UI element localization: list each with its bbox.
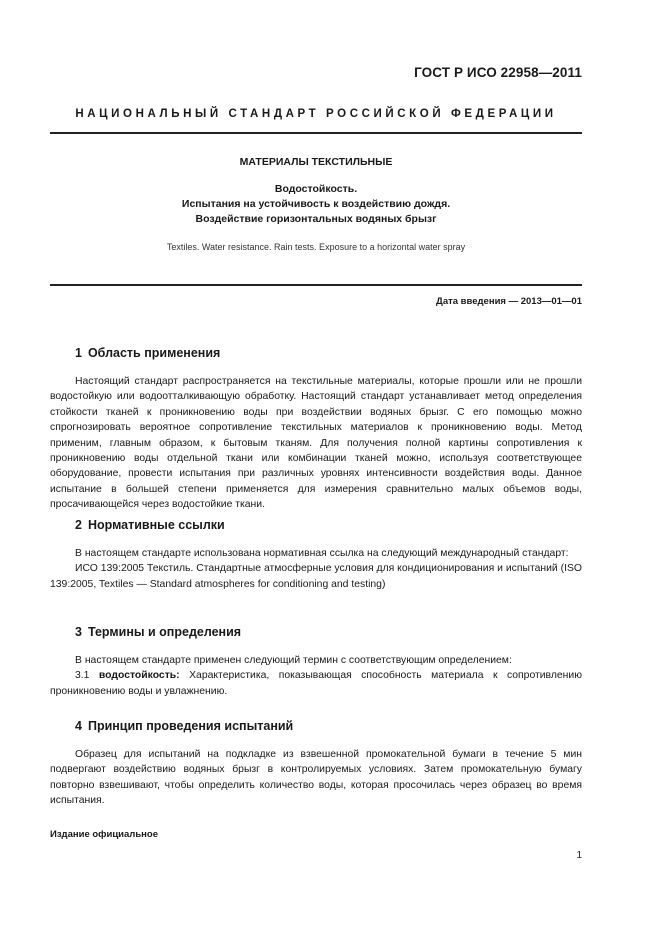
section-title: Принцип проведения испытаний [87,719,294,733]
section-number: 4 [75,719,82,733]
section-heading [75,625,582,639]
paragraph: В настоящем стандарте использована нормативная ссылка на следующий международный стандарт: [75,548,569,559]
section-number: 2 [75,518,82,532]
subtitle-line-2: Испытания на устойчивость к воздействию дождя. [181,198,451,210]
section-normative-references [50,518,582,592]
section-number: 3 [75,625,82,639]
subtitle-line-3: Воздействие горизонтальных водяных брызг [195,213,437,225]
paragraph: Образец для испытаний на подкладке из взвешенной промокательной бумаги в течение 5 мин подвергают воздействию водяных брызг в контролируемых условиях. Затем промокательную бумагу повторно взвешивают, чтобы определить количество воды, которая просочилась через образец во время испытания. [50,749,582,807]
section-terms-definitions [50,625,582,699]
national-standard-banner: НАЦИОНАЛЬНЫЙ СТАНДАРТ РОССИЙСКОЙ ФЕДЕРАЦИИ [75,108,557,120]
section-heading [75,719,582,733]
term-definition [50,668,582,699]
paragraph-reference: ИСО 139:2005 Текстиль. Стандартные атмосферные условия для кондиционирования и испытаний (ISO 139:2005, Textiles — Standard atmospheres for conditioning and testing) [50,563,582,590]
main-title: МАТЕРИАЛЫ ТЕКСТИЛЬНЫЕ [239,156,393,168]
section-scope [50,346,582,513]
term-word: водостойкость: [98,670,180,682]
term-number: 3.1 [75,670,90,682]
section-heading [75,518,582,532]
subtitle-line-1: Водостойкость. [274,183,358,195]
paragraph: Настоящий стандарт распространяется на текстильные материалы, которые прошли или не прошли водостойкую или водоотталкивающую обработку. Настоящий стандарт устанавливает метод определения стойкости тканей к проникновению воды при воздействии водяных брызг. С его помощью можно спрогнозировать вероятное сопротивление текстильных материалов к проникновению воды. Метод применим, главным образом, к бытовым тканям. Для получения полной картины сопротивления к проникновению воды отдельной ткани или комбинации тканей можно, используя соответствующее оборудование, провести испытания при различных уровнях интенсивности воздействия воды. Данное испытание в большей степени применяется для измерения сравнительно малых объемов воды, просачивающейся через водостойкие ткани. [50,376,582,511]
page-number: 1 [576,850,582,861]
top-divider [50,132,582,134]
document-code: ГОСТ Р ИСО 22958—2011 [414,65,582,80]
section-number: 1 [75,346,82,360]
paragraph: В настоящем стандарте применен следующий термин с соответствующим определением: [75,655,512,666]
section-title: Нормативные ссылки [87,518,225,532]
english-title: Textiles. Water resistance. Rain tests. Exposure to a horizontal water spray [166,242,466,252]
section-heading [75,346,582,360]
subtitle-block [50,182,582,227]
introduction-date: Дата введения — 2013—01—01 [436,296,582,307]
section-title: Термины и определения [87,625,242,639]
official-edition-label: Издание официальное [50,829,158,840]
section-test-principle [50,719,582,809]
middle-divider [50,284,582,286]
section-title: Область применения [87,346,221,360]
term-text: Характеристика, показывающая способность материала к сопротивлению проникновению воды и увлажнению. [50,670,583,697]
